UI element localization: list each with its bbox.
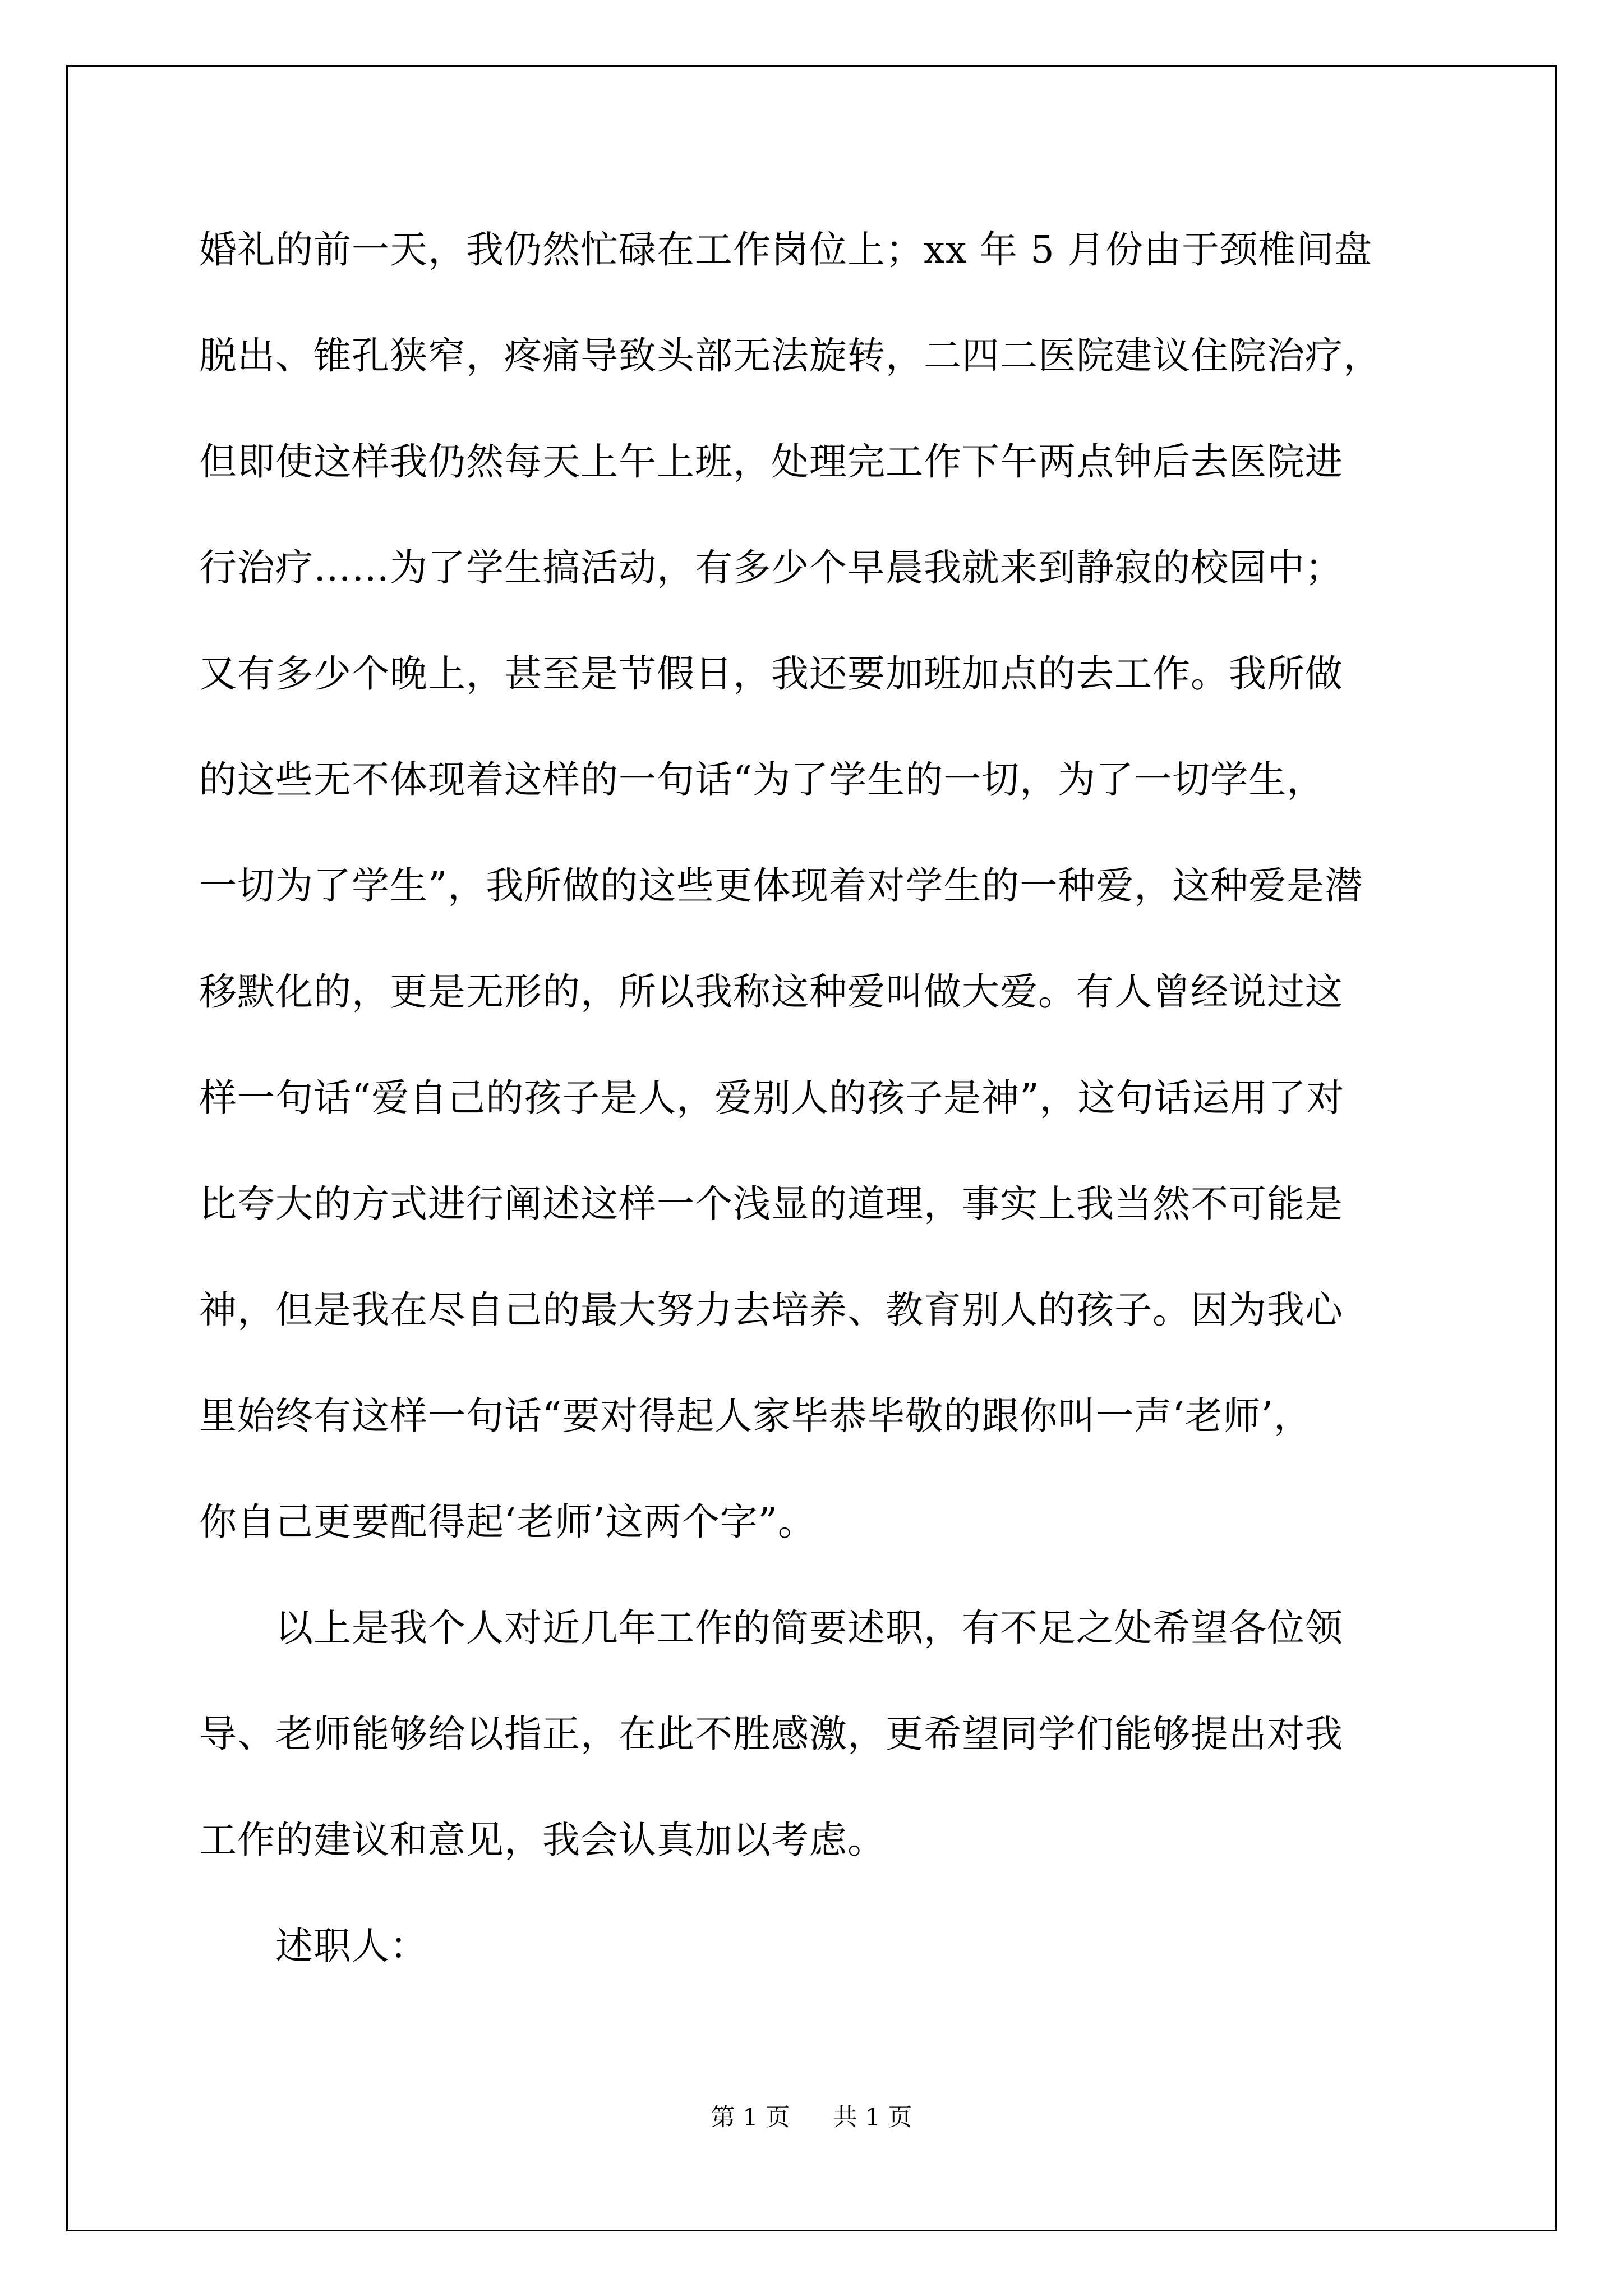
text-line: 的这些无不体现着这样的一句话“为了学生的一切，为了一切学生， bbox=[199, 758, 1325, 802]
page-total: 共 1 页 bbox=[833, 2104, 912, 2132]
text-line: 又有多少个晚上，甚至是节假日，我还要加班加点的去工作。我所做 bbox=[199, 652, 1343, 696]
signature-label: 述职人： bbox=[199, 1924, 428, 1968]
text-line: 比夸大的方式进行阐述这样一个浅显的道理，事实上我当然不可能是 bbox=[199, 1182, 1343, 1226]
text-line: 样一句话“爱自己的孩子是人，爱别人的孩子是神”，这句话运用了对 bbox=[199, 1076, 1345, 1120]
document-body bbox=[199, 208, 1433, 2010]
text-line: 工作的建议和意见，我会认真加以考虑。 bbox=[199, 1818, 886, 1862]
text-line: 移默化的，更是无形的，所以我称这种爱叫做大爱。有人曾经说过这 bbox=[199, 970, 1343, 1014]
page-footer bbox=[0, 2101, 1623, 2134]
text-line: 以上是我个人对近几年工作的简要述职，有不足之处希望各位领 bbox=[199, 1606, 1343, 1650]
text-line: 但即使这样我仍然每天上午上班，处理完工作下午两点钟后去医院进 bbox=[199, 440, 1343, 484]
text-line: 脱出、锥孔狭窄，疼痛导致头部无法旋转，二四二医院建议住院治疗， bbox=[199, 334, 1381, 378]
text-line: 你自己更要配得起‘老师’这两个字”。 bbox=[199, 1500, 816, 1544]
text-line: 一切为了学生”，我所做的这些更体现着对学生的一种爱，这种爱是潜 bbox=[199, 864, 1363, 908]
text-line: 神，但是我在尽自己的最大努力去培养、教育别人的孩子。因为我心 bbox=[199, 1288, 1343, 1332]
page-number: 第 1 页 bbox=[711, 2104, 790, 2132]
text-line: 行治疗……为了学生搞活动，有多少个早晨我就来到静寂的校园中； bbox=[199, 546, 1343, 590]
text-line: 里始终有这样一句话“要对得起人家毕恭毕敬的跟你叫一声‘老师’， bbox=[199, 1394, 1312, 1438]
text-line: 婚礼的前一天，我仍然忙碌在工作岗位上；xx 年 5 月份由于颈椎间盘 bbox=[199, 228, 1373, 272]
text-line: 导、老师能够给以指正，在此不胜感激，更希望同学们能够提出对我 bbox=[199, 1712, 1343, 1756]
